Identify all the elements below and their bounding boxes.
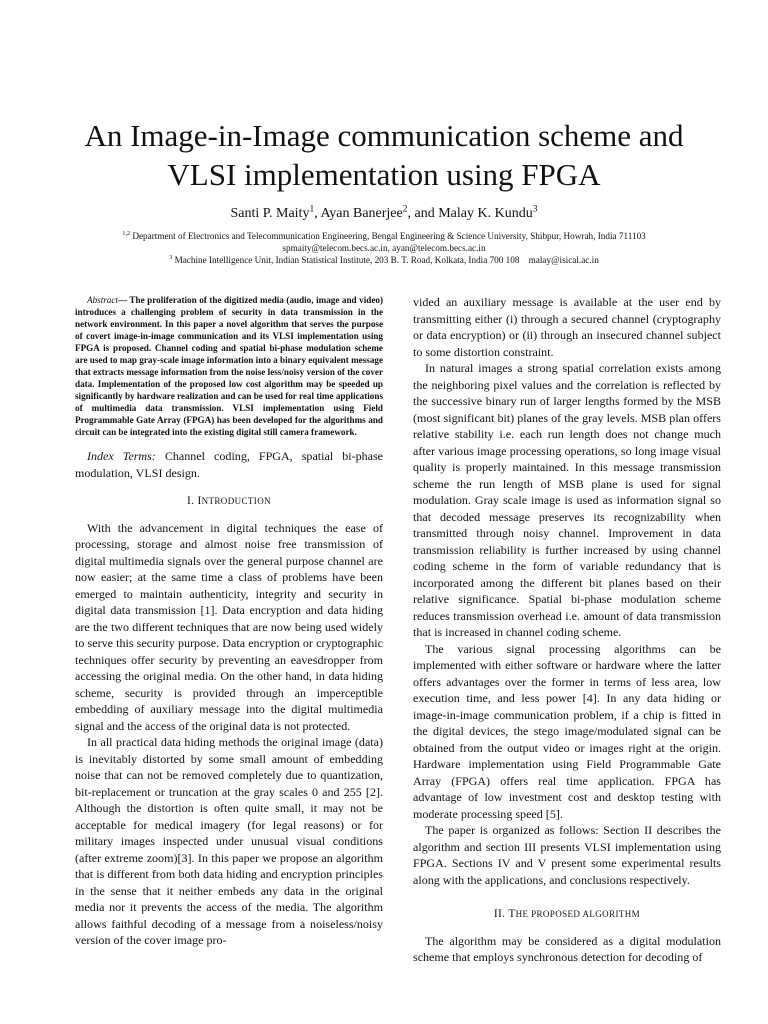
index-terms	[75, 448, 383, 481]
author-3: Malay K. Kundu	[438, 206, 533, 221]
section-1-cap: I	[197, 495, 202, 507]
affiliation-3	[60, 254, 708, 266]
paper-title	[40, 116, 728, 194]
section-heading-proposed-algorithm	[413, 906, 721, 923]
intro-paragraph-2: In all practical data hiding methods the original image (data) is inevitably distorted by some small amount of embedding noise that can not be removed completely due to quantization, bit-replacement or truncation at the gray scales 0 and 255 [2]. Although the distortion is often quite small, it may not be acceptable for medical imagery (for legal reasons) or for military images inspected under unusual visual conditions (after extreme zoom)[3]. In this paper we propose an algorithm that is different from both data hiding and encryption principles in the sense that it neither embeds any data in the original media nor it prevents the access of the media. The algorithm allows faithful decoding of a message from a noiseless/noisy version of the cover image pro-	[75, 735, 383, 947]
section-heading-introduction	[75, 493, 383, 510]
right-paragraph-1: vided an auxiliary message is available at the user end by transmitting either (i) through a secured channel (cryptography or data encryption) or (ii) through an insecured channel subject to some distortion constraint.	[413, 295, 721, 359]
right-paragraph-3: The various signal processing algorithms can be implemented with either software or hardware where the latter offers advantages over the former in terms of less area, low execution time, and less power [4]. In any data hiding or image-in-image communication problem, if a chip is fitted in the digital devices, the stego image/modulated signal can be obtained from the output video or images right at the origin. Hardware implementation using Field Programmable Gate Array (FPGA) offers real time application. FPGA has advantage of low investment cost and desktop testing with moderate processing speed [5].	[413, 641, 721, 821]
abstract-label: Abstract	[87, 295, 118, 305]
index-terms-label: Index Terms:	[87, 449, 156, 463]
author-1-sup: 1	[309, 204, 315, 215]
intro-paragraph-1: With the advancement in digital techniques the ease of processing, storage and almost noise free transmission of digital multimedia signals over the general purpose channel are now easier; at the same time a class of problems have been emerged to maintain authenticity, integrity and security in digital data transmission [1]. Data encryption and data hiding are the two different techniques that are now being used widely to serve this security purpose. Data encryption or cryptographic techniques offer security by preventing an eavesdropper from accessing the original media. On the other hand, in data hiding scheme, security is provided through an imperceptible embedding of auxiliary message into the digital multimedia signal and the access of the original data is not protected.	[75, 520, 383, 733]
section-1-numeral: I.	[186, 495, 195, 507]
title-line-1: An Image-in-Image communication scheme and	[84, 118, 684, 153]
right-paragraph-5: The algorithm may be considered as a digital modulation scheme that employs synchronous detection for decoding of	[413, 933, 721, 964]
author-2: Ayan Banerjee	[320, 206, 403, 221]
affiliation-1-text: Department of Electronics and Telecommunication Engineering, Bengal Engineering & Science University, Shibpur, Howrah, India 711103	[132, 231, 646, 241]
author-list: Santi P. Maity$^1$, Ayan Banerjee$^2$, and Malay K. Kundu$^3$	[230, 204, 538, 221]
affiliation-1-sup: 1,2	[122, 229, 131, 237]
affiliation-emails: spmaity@telecom.becs.ac.in, ayan@telecom.becs.ac.in	[282, 243, 486, 253]
title-line-2: VLSI implementation using FPGA	[167, 157, 601, 192]
left-column	[75, 294, 383, 949]
affiliation-1	[60, 230, 708, 242]
abstract: Abstract— The proliferation of the digitized media (audio, image and video) introduces a challenging problem of security in data transmission in the network environment. In this paper a novel algorithm that serves the purpose of covert image-in-image communication and its VLSI implementation using FPGA is proposed. Channel coding and spatial bi-phase modulation scheme are used to map gray-scale image information into a binary equivalent message that extracts message information from the noise less/noisy version of the cover data. Implementation of the proposed low cost algorithm may be speeded up significantly by hardware realization and can be used for real time applications of multimedia data transmission. VLSI implementation using Field Programmable Gate Array (FPGA) has been developed for the algorithms and circuit can be integrated into the existing digital still camera framework.	[75, 295, 383, 437]
index-terms-text: Channel coding, FPGA, spatial bi-phase modulation, VLSI design.	[75, 449, 384, 480]
section-1-rest: NTRODUCTION	[201, 496, 272, 506]
author-1: Santi P. Maity	[230, 206, 310, 221]
section-2-numeral: II.	[493, 908, 506, 920]
author-3-sup: 3	[532, 204, 538, 215]
author-2-sup: 2	[402, 204, 408, 215]
author-conjunction: and	[414, 206, 435, 221]
right-paragraph-4: The paper is organized as follows: Section II describes the algorithm and section III presents VLSI implementation using FPGA. Sections IV and V present some experimental results along with the applications, and conclusions respectively.	[413, 823, 721, 887]
affiliation-3-text: Machine Intelligence Unit, Indian Statistical Institute, 203 B. T. Road, Kolkata, India 700 108 malay@isical.ac.in	[174, 255, 599, 265]
right-paragraph-2: In natural images a strong spatial correlation exists among the neighboring pixel values and the correlation is reflected by the successive binary run of larger lengths formed by the MSB (most significant bit) planes of the gray levels. MSB plan offers relative stability i.e. each run length does not change much after various image processing operations, so long image visual quality is properly maintained. In this message transmission scheme the run length of MSB plane is used for signal modulation. Gray scale image is used as information signal so that decoded message preserves its recognizability when transmitted through noisy channel. Improvement in data transmission reliability is further increased by using channel coding scheme in the form of variable redundancy that is incorporated among the different bit planes based on their relative significance. Spatial bi-phase modulation scheme reduces transmission overhead i.e. amount of data transmission that is increased in channel coding scheme.	[413, 361, 721, 639]
section-2-cap: T	[508, 908, 516, 920]
abstract-text: The proliferation of the digitized media (audio, image and video) introduces a challenging problem of security in data transmission in the network environment. In this paper a novel algorithm that serves the purpose of covert image-in-image communication and its VLSI implementation using FPGA is proposed. Channel coding and spatial bi-phase modulation scheme are used to map gray-scale image information into a binary equivalent message that extracts message information from the noise less/noisy version of the cover data. Implementation of the proposed low cost algorithm may be speeded up significantly by hardware realization and can be used for real time applications of multimedia data transmission. VLSI implementation using Field Programmable Gate Array (FPGA) has been developed for the algorithms and circuit can be integrated into the existing digital still camera framework.	[75, 295, 383, 437]
affiliation-3-sup: 3	[169, 253, 173, 261]
section-2-rest: HE PROPOSED ALGORITHM	[515, 909, 641, 919]
right-column	[413, 294, 721, 966]
